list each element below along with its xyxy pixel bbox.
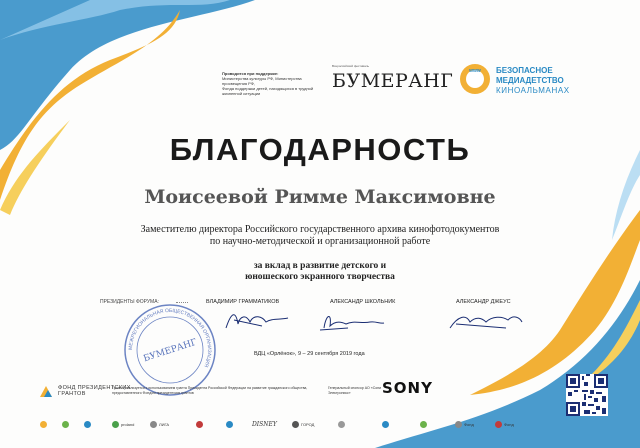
logo-line-3: КИНОАЛЬМАНАХ bbox=[496, 86, 570, 95]
logo-line-2: МЕДИАДЕТСТВО bbox=[496, 76, 564, 85]
partner-logo bbox=[382, 418, 389, 430]
fund-logo-icon bbox=[38, 385, 54, 399]
signer-name-dzheus: АЛЕКСАНДР ДЖЕУС bbox=[456, 299, 511, 305]
partner-logo bbox=[84, 418, 91, 430]
support-heading: Проводится при поддержке: bbox=[222, 71, 279, 76]
reason-line-1: за вклад в развитие детского и bbox=[253, 261, 387, 271]
partner-logo-gorod: ГОРОД bbox=[292, 418, 314, 430]
presidents-label: ПРЕЗИДЕНТЫ ФОРУМА: bbox=[100, 299, 159, 305]
position-line-1: Заместителю директора Российского государственного архива кинофотодокументов bbox=[140, 224, 500, 235]
sony-logo: SONY bbox=[382, 379, 433, 397]
support-line: Фонда поддержки детей, находящихся в трудной жизненной ситуации bbox=[222, 86, 314, 96]
certificate-title: БЛАГОДАРНОСТЬ bbox=[169, 132, 471, 167]
support-line: Министерства культуры РФ, Министерства просвещения РФ, bbox=[222, 76, 302, 86]
fund-line-1: ФОНД ПРЕЗИДЕНТСКИХ bbox=[58, 385, 131, 391]
partner-logo-proland: proland bbox=[112, 418, 134, 430]
logo-line-1: БЕЗОПАСНОЕ bbox=[496, 66, 553, 75]
award-reason bbox=[200, 261, 440, 283]
stamp-ring-text: МЕЖРЕГИОНАЛЬНАЯ ОБЩЕСТВЕННАЯ ОРГАНИЗАЦИЯ bbox=[127, 307, 213, 368]
bumerang-logo-text: БУМЕРАНГ bbox=[332, 70, 454, 92]
signature-grammatikov bbox=[222, 308, 292, 334]
signature-dzheus bbox=[446, 308, 526, 332]
recipient-name: Моисеевой Римме Максимовне bbox=[144, 186, 496, 208]
partner-logo bbox=[338, 418, 345, 430]
www-ring-icon bbox=[460, 64, 490, 94]
partner-logo bbox=[420, 418, 427, 430]
partner-logo-disney: DISNEY bbox=[252, 420, 277, 428]
signer-name-shkolnik: АЛЕКСАНДР ШКОЛЬНИК bbox=[330, 299, 396, 305]
mediadetstvo-logo-text bbox=[496, 66, 626, 96]
support-text bbox=[222, 71, 322, 96]
event-place-date: ВДЦ «Орлёнок», 9 – 29 сентября 2019 года bbox=[254, 351, 365, 357]
partner-logo bbox=[62, 418, 69, 430]
general-sponsor: Генеральный спонсор АО «Сони Электроникс» bbox=[328, 386, 382, 395]
organization-stamp bbox=[122, 302, 218, 398]
position-line-2: по научно-методической и организационной работе bbox=[209, 236, 431, 247]
bumerang-logo bbox=[332, 64, 454, 94]
partner-logo-fond: Фонд bbox=[495, 418, 514, 430]
partner-logo bbox=[226, 418, 233, 430]
partner-logo-fond: Фонд bbox=[455, 418, 474, 430]
grant-note: Проект реализуется с использованием гранта Президента Российской Федерации на развитие гражданского общества, предоставленного Фондом президентских грантов bbox=[112, 386, 308, 395]
stamp-center-text: БУМЕРАНГ bbox=[142, 337, 199, 365]
partner-logo bbox=[40, 418, 47, 430]
partner-logo bbox=[196, 418, 203, 430]
partner-logo-liga: ЛИГА bbox=[150, 418, 169, 430]
reason-line-2: юношеского экранного творчества bbox=[245, 272, 395, 282]
signature-shkolnik bbox=[318, 310, 388, 334]
qr-code bbox=[566, 374, 608, 416]
www-label: www bbox=[469, 68, 481, 74]
bumerang-logo-caption: Всероссийский фестиваль bbox=[332, 64, 370, 68]
fund-line-2: ГРАНТОВ bbox=[58, 391, 86, 397]
recipient-position bbox=[110, 224, 530, 248]
signer-name-grammatikov: ВЛАДИМИР ГРАММАТИКОВ bbox=[206, 299, 280, 305]
